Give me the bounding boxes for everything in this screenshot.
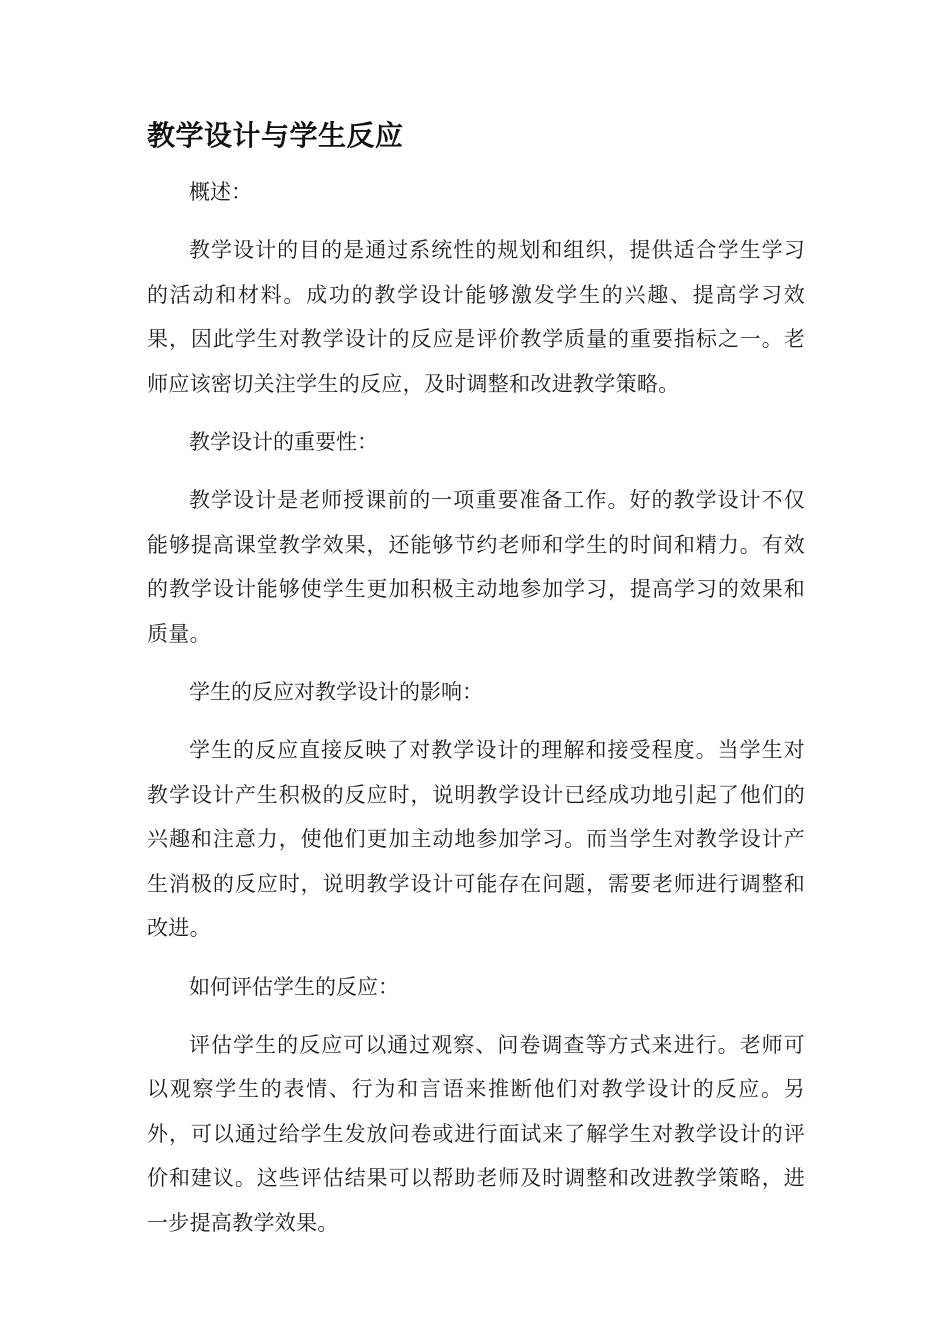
section-paragraph: 教学设计的目的是通过系统性的规划和组织，提供适合学生学习的活动和材料。成功的教学设计能够激发学生的兴趣、提高学习效果，因此学生对教学设计的反应是评价教学质量的重要指标之一。老师应该密切关注学生的反应，及时调整和改进教学策略。 (147, 238, 805, 396)
section-heading: 概述： (189, 180, 252, 204)
section-student-impact (147, 670, 805, 951)
section-paragraph: 学生的反应直接反映了对教学设计的理解和接受程度。当学生对教学设计产生积极的反应时，说明教学设计已经成功地引起了他们的兴趣和注意力，使他们更加主动地参加学习。而当学生对教学设计产生消极的反应时，说明教学设计可能存在问题，需要老师进行调整和改进。 (147, 738, 805, 940)
section-overview (147, 170, 805, 406)
document-title: 教学设计与学生反应 (147, 119, 404, 152)
section-evaluation (147, 965, 805, 1246)
section-paragraph: 教学设计是老师授课前的一项重要准备工作。好的教学设计不仅能够提高课堂教学效果，还能够节约老师和学生的时间和精力。有效的教学设计能够使学生更加积极主动地参加学习，提高学习的效果和质量。 (147, 488, 805, 646)
section-heading: 教学设计的重要性： (189, 430, 378, 454)
section-heading: 学生的反应对教学设计的影响： (189, 680, 483, 704)
document-content (147, 112, 805, 1259)
section-importance (147, 420, 805, 656)
section-paragraph: 评估学生的反应可以通过观察、问卷调查等方式来进行。老师可以观察学生的表情、行为和言语来推断他们对教学设计的反应。另外，可以通过给学生发放问卷或进行面试来了解学生对教学设计的评价和建议。这些评估结果可以帮助老师及时调整和改进教学策略，进一步提高教学效果。 (147, 1032, 805, 1235)
section-heading: 如何评估学生的反应： (189, 974, 399, 999)
